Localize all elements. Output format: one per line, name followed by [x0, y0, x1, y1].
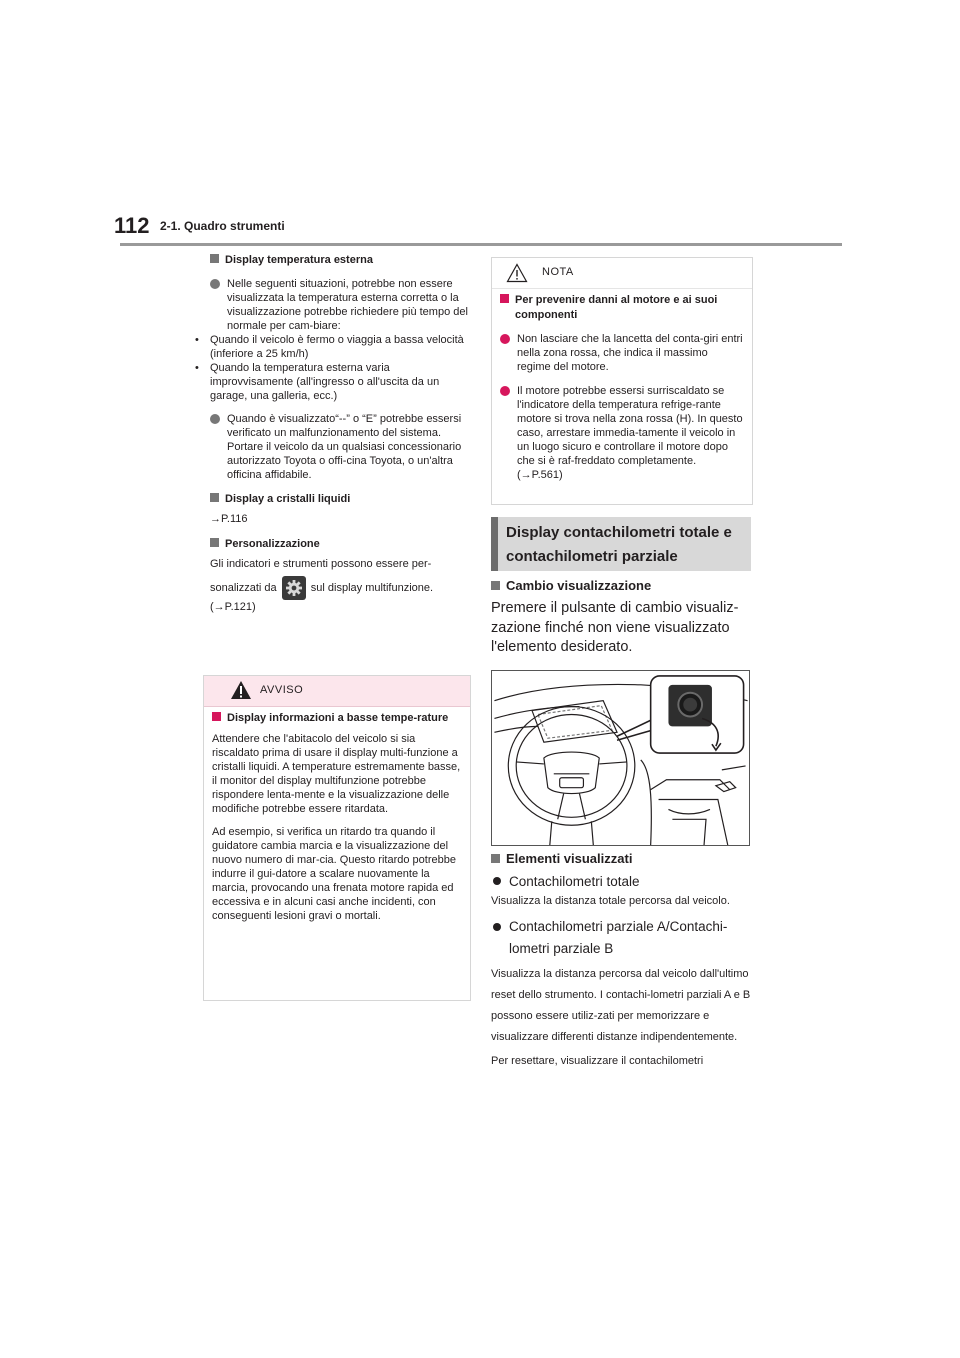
custom-text: Gli indicatori e strumenti possono essere per-sonalizzati da sul display multifunzione. [210, 552, 472, 600]
nota-bullet-2: Il motore potrebbe essersi surriscaldato se l'indicatore della temperatura refrige-rante motore si trova nella zona rossa (H). In questo caso, arrestare immedia-tamente il veicolo in un luogo sicuro e controllare il motore dopo che si è raf-freddato completamente. (→P.561) [500, 384, 744, 482]
round-bullet-icon [500, 334, 510, 344]
warning-box [203, 675, 471, 1001]
nota-label: NOTA [542, 266, 574, 278]
steering-wheel-illustration [491, 670, 750, 846]
caution-triangle-icon [506, 263, 528, 283]
square-bullet-icon [491, 854, 500, 863]
header-rule [120, 243, 842, 246]
lcd-page-ref[interactable]: →P.116 [210, 513, 248, 525]
ext-temp-sub-2: • Quando la temperatura esterna varia improvvisamente (all'ingresso o all'uscita da un garage, una galleria, ecc.) [193, 361, 472, 403]
section-title: 2-1. Quadro strumenti [160, 219, 285, 233]
custom-heading: Personalizzazione [210, 537, 472, 552]
section-heading: Display contachilometri totale e contachilometri parziale [491, 517, 751, 571]
nota-body [492, 289, 752, 482]
warning-body [204, 707, 470, 923]
odo-text: Visualizza la distanza totale percorsa dal veicolo. [491, 895, 730, 907]
round-bullet-icon [210, 279, 220, 289]
square-bullet-icon [491, 581, 500, 590]
warning-paragraph-1: Attendere che l'abitacolo del veicolo si sia riscaldato prima di usare il display multi-funzione a cristalli liquidi. A temperature estremamente basse, il monitor del display multifunzione potrebbe rispondere lenta-mente e la visualizzazione delle modifiche potrebbe essere ritardata. [212, 733, 461, 815]
switch-text: Premere il pulsante di cambio visualiz-zazione finché non viene visualizzato l'elemento desiderato. [491, 600, 739, 655]
warning-paragraph-2: Ad esempio, si verifica un ritardo tra quando il guidatore cambia marcia e la visualizzazione del nuovo numero di mar-cia. Questo ritardo potrebbe indurre il gui-datore a scalare nuovamente la marcia, provocando una frenata motore rapida ed eccessiva e in alcuni casi anche incidenti, con conseguenti lesioni gravi o mortali. [212, 826, 456, 922]
square-bullet-icon [210, 254, 219, 263]
warning-label: AVVISO [260, 684, 304, 696]
round-bullet-icon [493, 923, 501, 931]
nota-title: Per prevenire danni al motore e ai suoi componenti [500, 293, 744, 323]
square-bullet-icon [210, 493, 219, 502]
trip-text: Visualizza la distanza percorsa dal veicolo dall'ultimo reset dello strumento. I contachi-lometri parziali A e B possono essere utiliz-zati per memorizzare e visualizzare differenti distanze indipendentemente. [491, 968, 751, 1043]
ext-temp-bullet-2: Quando è visualizzato“--” o “E” potrebbe essersi verificato un malfunzionamento del sistema. Portare il veicolo da un qualsiasi concessionario autorizzato Toyota o offi-cina Toyota, o un'altra officina affidabile. [210, 412, 472, 482]
gear-icon [282, 576, 306, 600]
custom-page-ref[interactable]: (→P.121) [210, 601, 256, 614]
round-bullet-icon [493, 877, 501, 885]
reset-text: Per resettare, visualizzare il contachilometri [491, 1055, 704, 1067]
warning-triangle-icon [230, 680, 252, 700]
left-column [210, 253, 472, 614]
square-bullet-icon [212, 712, 221, 721]
lcd-heading: Display a cristalli liquidi [210, 492, 472, 507]
ext-temp-sub-1: • Quando il veicolo è fermo o viaggia a bassa velocità (inferiore a 25 km/h) [193, 333, 472, 361]
nota-header [492, 258, 752, 289]
nota-bullet-1: Non lasciare che la lancetta del conta-giri entri nella zona rossa, che indica il massimo regime del motore. [500, 332, 744, 374]
switch-section [491, 577, 753, 658]
warning-header [204, 676, 470, 707]
square-bullet-icon [210, 538, 219, 547]
round-bullet-icon [500, 386, 510, 396]
trip-bullet: Contachilometri parziale A/Contachi-lometri parziale B [491, 916, 753, 960]
items-section [491, 850, 753, 1072]
odo-bullet: Contachilometri totale [491, 872, 753, 891]
warning-title: Display informazioni a basse tempe-rature [212, 711, 462, 726]
nota-box [491, 257, 753, 505]
ext-temp-bullet-1: Nelle seguenti situazioni, potrebbe non essere visualizzata la temperatura esterna corretta o la visualizzazione potrebbe richiedere più tempo del normale per cam-biare: [210, 277, 472, 333]
ext-temp-sublist [193, 333, 472, 403]
items-heading: Elementi visualizzati [491, 850, 753, 868]
switch-heading: Cambio visualizzazione [491, 577, 753, 595]
round-bullet-icon [210, 414, 220, 424]
ext-temp-heading: Display temperatura esterna [210, 253, 472, 268]
page-number: 112 [114, 213, 150, 238]
square-bullet-icon [500, 294, 509, 303]
